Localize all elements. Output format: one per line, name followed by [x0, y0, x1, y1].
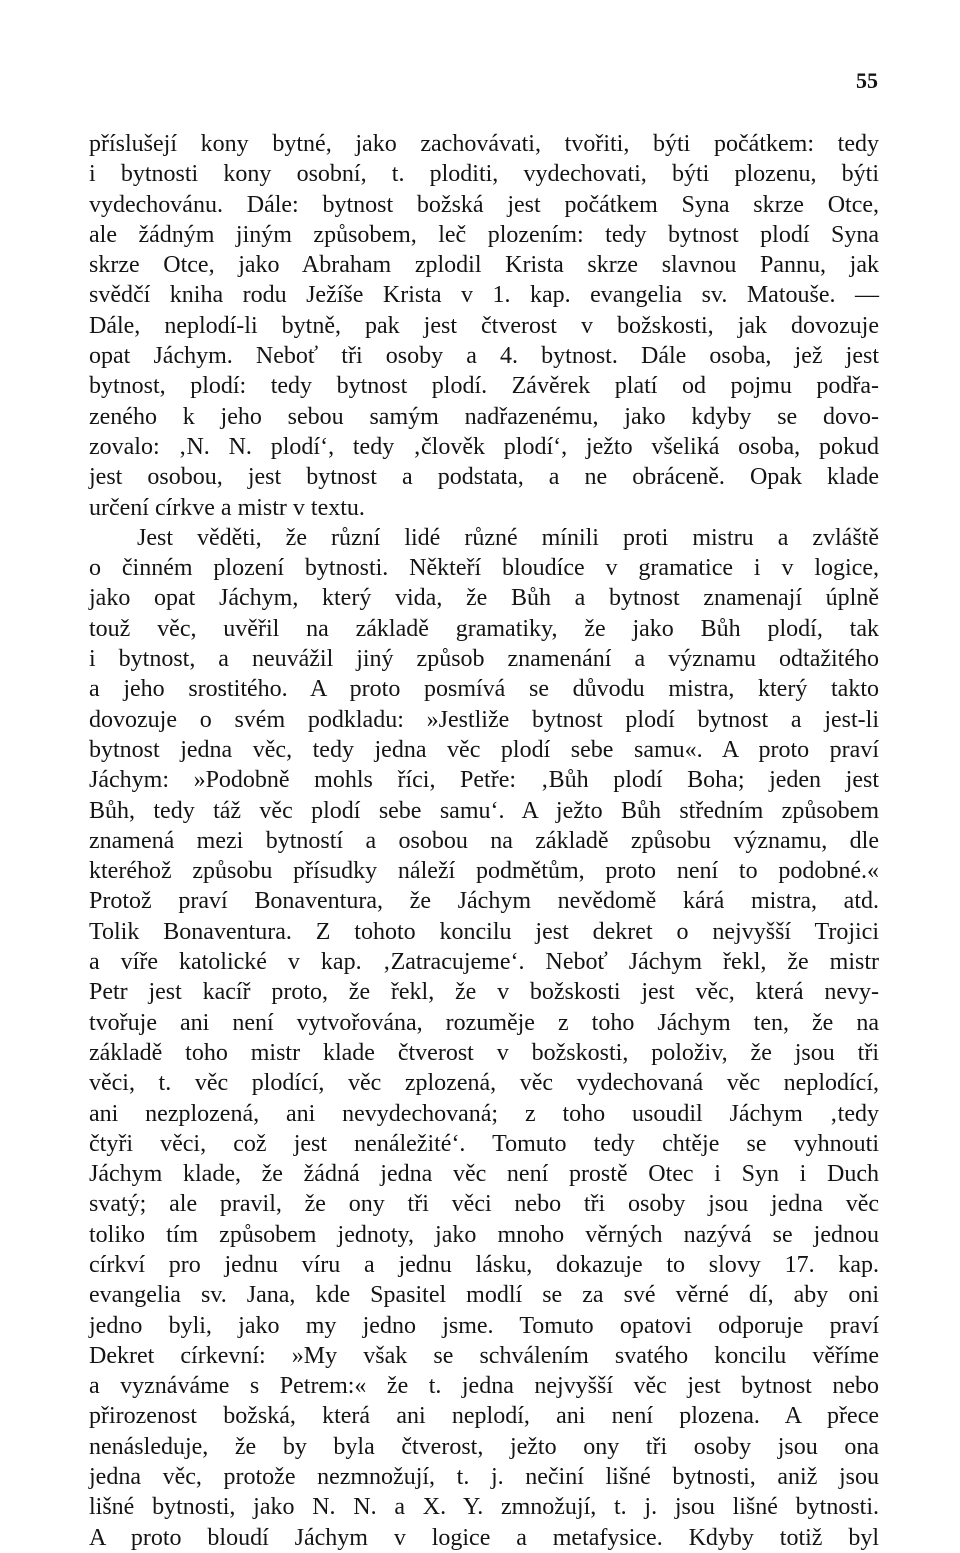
- body-text: [89, 129, 879, 1553]
- text-line: i bytnost, a neuvážil jiný způsob znamenání a významu odtažitého: [89, 646, 879, 673]
- text-line: opat Jáchym. Neboť tři osoby a 4. bytnost. Dále osoba, jež jest: [89, 343, 879, 370]
- text-line: touž věc, uvěřil na základě gramatiky, že jako Bůh plodí, tak: [89, 615, 879, 642]
- text-line: kteréhož způsobu přísudky náleží podmětům, proto není to podobné.«: [89, 858, 879, 885]
- text-line: určení církve a mistr v textu.: [89, 494, 365, 521]
- text-line: a vyznáváme s Petrem:« že t. jedna nejvyšší věc jest bytnost nebo: [89, 1373, 879, 1400]
- text-line: i bytnosti kony osobní, t. ploditi, vydechovati, býti plozenu, býti: [89, 161, 879, 188]
- text-line: Petr jest kacíř proto, že řekl, že v božskosti jest věc, která nevy-: [89, 979, 879, 1006]
- text-line: dovozuje o svém podkladu: »Jestliže bytnost plodí bytnost a jest-li: [89, 706, 879, 733]
- text-line: jedna věc, protože nezmnožují, t. j. nečiní lišné bytnosti, aniž jsou: [89, 1464, 879, 1491]
- text-line: a jeho srostitého. A proto posmívá se důvodu mistra, který takto: [89, 676, 879, 703]
- text-line: jedno byli, jako my jedno jsme. Tomuto opatovi odporuje praví: [89, 1312, 879, 1339]
- text-line: Dále, neplodí-li bytně, pak jest čtverost v božskosti, jak dovozuje: [89, 312, 879, 339]
- text-line: ale žádným jiným způsobem, leč plozením: tedy bytnost plodí Syna: [89, 221, 879, 248]
- text-line: jest osobou, jest bytnost a podstata, a ne obráceně. Opak klade: [89, 464, 879, 491]
- text-line: čtyři věci, což jest nenáležité‘. Tomuto tedy chtěje se vyhnouti: [89, 1130, 879, 1157]
- text-line: přirozenost božská, která ani neplodí, ani není plozena. A přece: [89, 1403, 879, 1430]
- text-line: a víře katolické v kap. ‚Zatracujeme‘. Neboť Jáchym řekl, že mistr: [89, 949, 879, 976]
- text-line: vydechovánu. Dále: bytnost božská jest počátkem Syna skrze Otce,: [89, 191, 879, 218]
- text-line: jako opat Jáchym, který vida, že Bůh a bytnost znamenají úplně: [89, 585, 879, 612]
- text-line: A proto bloudí Jáchym v logice a metafysice. Kdyby totiž byl: [89, 1524, 879, 1551]
- text-line: znamená mezi bytností a osobou na základě způsobu významu, dle: [89, 827, 879, 854]
- text-line: bytnost jedna věc, tedy jedna věc plodí sebe samu«. A proto praví: [89, 736, 879, 763]
- text-line: Tolik Bonaventura. Z tohoto koncilu jest dekret o nejvyšší Trojici: [89, 918, 879, 945]
- text-line: evangelia sv. Jana, kde Spasitel modlí se za své věrné dí, aby oni: [89, 1282, 879, 1309]
- text-line: Jáchym klade, že žádná jedna věc není prostě Otec i Syn i Duch: [89, 1161, 879, 1188]
- text-line: ani nezplozená, ani nevydechovaná; z toho usoudil Jáchym ‚tedy: [89, 1100, 879, 1127]
- text-line: Jáchym: »Podobně mohls říci, Petře: ‚Bůh plodí Boha; jeden jest: [89, 767, 879, 794]
- text-line: skrze Otce, jako Abraham zplodil Krista skrze slavnou Pannu, jak: [89, 252, 879, 279]
- text-line: tvořuje ani není vytvořována, rozuměje z toho Jáchym ten, že na: [89, 1009, 879, 1036]
- text-line: nenásleduje, že by byla čtverost, ježto ony tři osoby jsou ona: [89, 1433, 879, 1460]
- text-line: zovalo: ‚N. N. plodí‘, tedy ‚člověk plodí‘, ježto všeliká osoba, pokud: [89, 433, 879, 460]
- text-line: o činném plození bytnosti. Někteří bloudíce v gramatice i v logice,: [89, 555, 879, 582]
- text-line: svatý; ale pravil, že ony tři věci nebo tři osoby jsou jedna věc: [89, 1191, 879, 1218]
- text-line: svědčí kniha rodu Ježíše Krista v 1. kap. evangelia sv. Matouše. —: [89, 282, 879, 309]
- text-line: bytnost, plodí: tedy bytnost plodí. Závěrek platí od pojmu podřa-: [89, 373, 879, 400]
- text-line: církví pro jednu víru a jednu lásku, dokazuje to slovy 17. kap.: [89, 1251, 879, 1278]
- text-line: lišné bytnosti, jako N. N. a X. Y. zmnožují, t. j. jsou lišné bytnosti.: [89, 1494, 879, 1521]
- text-line: příslušejí kony bytné, jako zachovávati, tvořiti, býti počátkem: tedy: [89, 131, 879, 157]
- text-line: základě toho mistr klade čtverost v božskosti, položiv, že jsou tři: [89, 1039, 879, 1066]
- text-line: Protož praví Bonaventura, že Jáchym nevědomě kárá mistra, atd.: [89, 888, 879, 915]
- text-line: Jest věděti, že různí lidé různé mínili proti mistru a zvláště: [137, 524, 879, 551]
- text-line: zeného k jeho sebou samým nadřazenému, jako kdyby se dovo-: [89, 403, 879, 430]
- text-line: Bůh, tedy táž věc plodí sebe samu‘. A ježto Bůh středním způsobem: [89, 797, 879, 824]
- text-line: Dekret církevní: »My však se schválením svatého koncilu věříme: [89, 1342, 879, 1369]
- page-number: 55: [856, 68, 878, 93]
- text-line: toliko tím způsobem jednoty, jako mnoho věrných nazývá se jednou: [89, 1221, 879, 1248]
- text-line: věci, t. věc plodící, věc zplozená, věc vydechovaná věc neplodící,: [89, 1070, 879, 1097]
